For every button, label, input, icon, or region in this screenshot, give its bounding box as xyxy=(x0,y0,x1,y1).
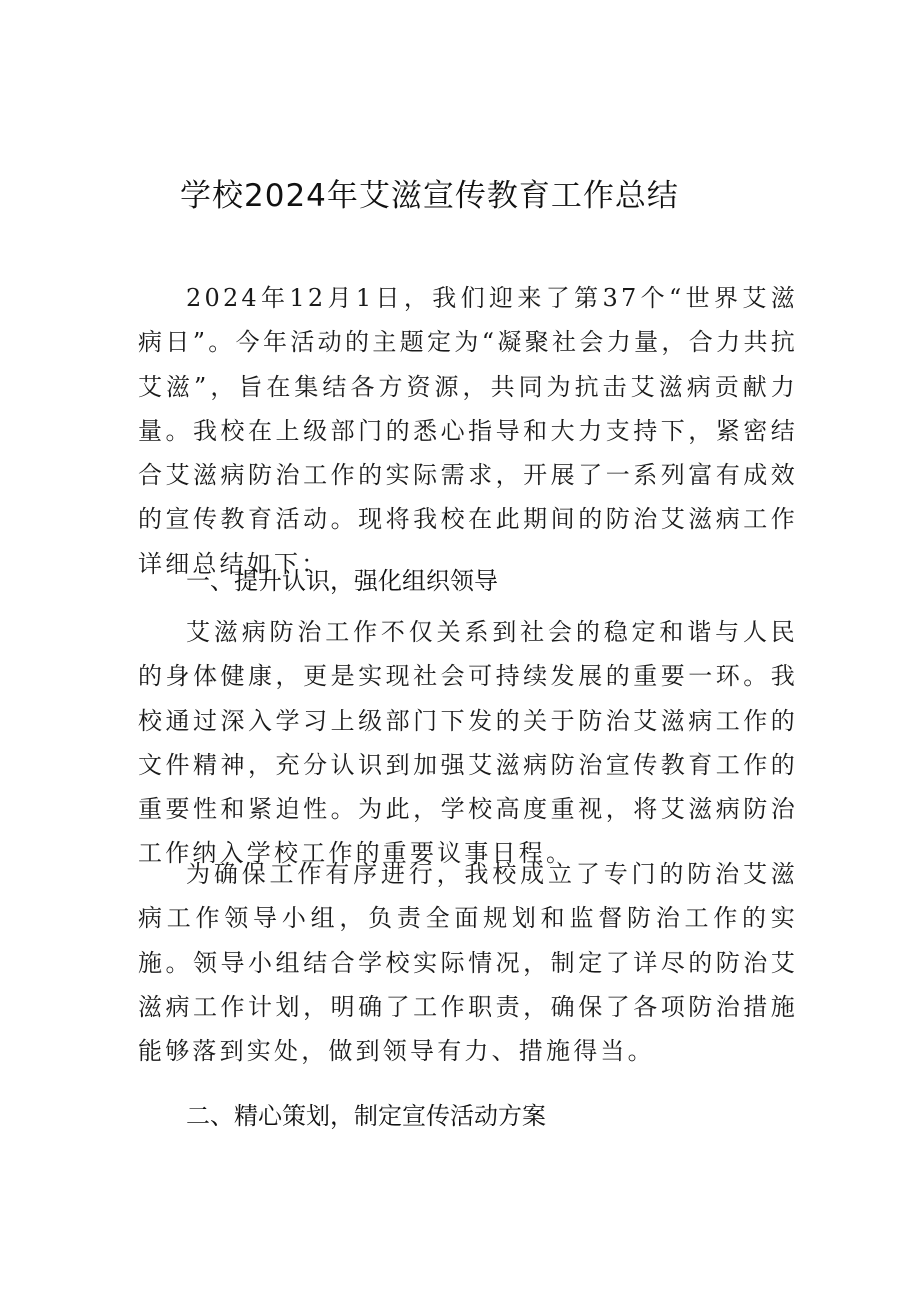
section-heading-2: 二、精心策划，制定宣传活动方案 xyxy=(186,1102,546,1130)
intro-paragraph: 2024年12月1日，我们迎来了第37个“世界艾滋病日”。今年活动的主题定为“凝聚社会力量，合力共抗艾滋”，旨在集结各方资源，共同为抗击艾滋病贡献力量。我校在上级部门的悉心指导和大力支持下，紧密结合艾滋病防治工作的实际需求，开展了一系列富有成效的宣传教育活动。现将我校在此期间的防治艾滋病工作详细总结如下： xyxy=(138,284,798,578)
section-1-paragraph-2: 为确保工作有序进行，我校成立了专门的防治艾滋病工作领导小组，负责全面规划和监督防治工作的实施。领导小组结合学校实际情况，制定了详尽的防治艾滋病工作计划，明确了工作职责，确保了各项防治措施能够落到实处，做到领导有力、措施得当。 xyxy=(138,860,798,1066)
document-title: 学校2024年艾滋宣传教育工作总结 xyxy=(180,178,679,214)
section-1-paragraph-1: 艾滋病防治工作不仅关系到社会的稳定和谐与人民的身体健康，更是实现社会可持续发展的重要一环。我校通过深入学习上级部门下发的关于防治艾滋病工作的文件精神，充分认识到加强艾滋病防治宣传教育工作的重要性和紧迫性。为此，学校高度重视，将艾滋病防治工作纳入学校工作的重要议事日程。 xyxy=(138,618,798,868)
section-heading-1: 一、提升认识，强化组织领导 xyxy=(186,567,498,595)
